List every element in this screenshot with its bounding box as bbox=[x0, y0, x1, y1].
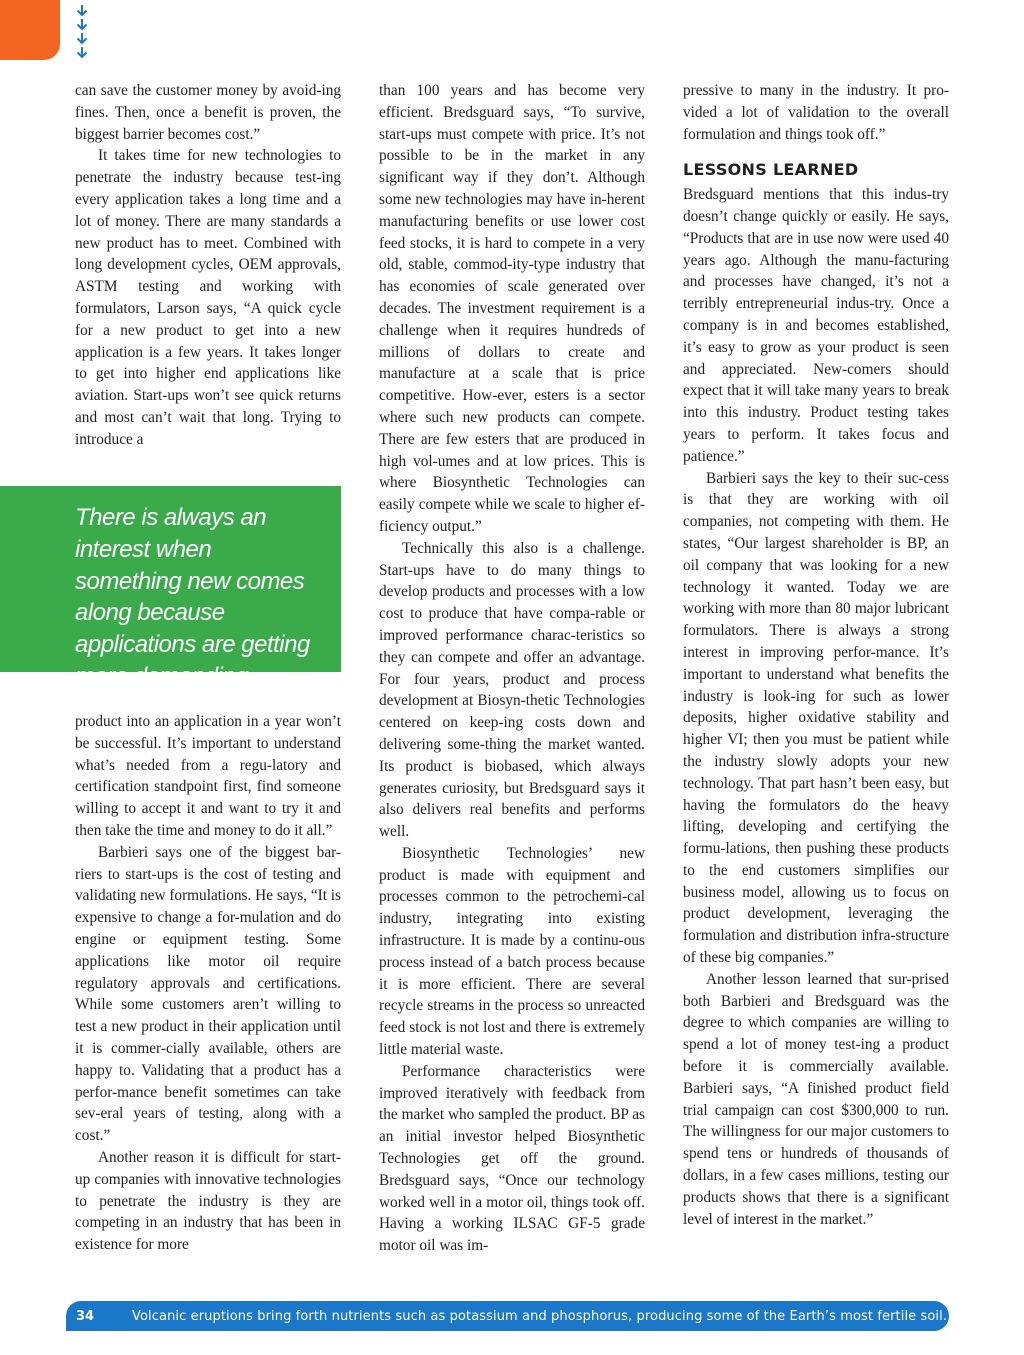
paragraph: Barbieri says one of the biggest bar-riers to start-ups is the cost of testing and validating new formulations. He says, “It is expensive to change a for-mulation and do engine or equipment testing. Some applications like motor oil require regulatory approvals and certifications. While some customers aren’t willing to test a new product in their application until it is commer-cially available, others are happy to. Validating that a product has a perfor-mance benefit sometimes can take sev-eral years of testing, along with a cost.” bbox=[75, 843, 341, 1145]
arrow-down-icon bbox=[76, 4, 88, 17]
pull-quote-box bbox=[0, 486, 341, 690]
paragraph: can save the customer money by avoid-ing fines. Then, once a benefit is proven, the biggest barrier becomes cost.” bbox=[75, 82, 341, 143]
paragraph: pressive to many in the industry. It pro-vided a lot of validation to the overall formulation and things took off.” bbox=[683, 82, 949, 143]
paragraph: Performance characteristics were improved iteratively with feedback from the market who sampled the product. BP as an initial investor helped Biosynthetic Technologies get off the ground. Bredsguard says, “Once our technology worked well in a motor oil, things took off. Having a working ILSAC GF-5 grade motor oil was im- bbox=[379, 1062, 645, 1255]
pull-quote-text: There is always an interest when something new comes along because applications are getting more demanding. bbox=[75, 504, 310, 690]
page-number: 34 bbox=[76, 1308, 95, 1324]
paragraph: Another reason it is difficult for start-up companies with innovative technologies to penetrate the industry is they are competing in an industry that has been in existence for more bbox=[75, 1148, 341, 1254]
footer-bar bbox=[66, 1301, 949, 1331]
paragraph: than 100 years and has become very efficient. Bredsguard says, “To survive, start-ups must compete with price. It’s not possible to be in the market in any significant way if they don’t. Although some new technologies may have in-herent manufacturing benefits or use lower cost feed stocks, it is hard to compete in a very old, stable, commod-ity-type industry that has economies of scale generated over decades. The investment requirement is a challenge when it requires hundreds of millions of dollars to create and manufacture at a scale that is price competitive. How-ever, esters is a sector where such new products can compete. There are few esters that are produced in high vol-umes and at low prices. This is where Biosynthetic Technologies can easily compete while we scale to higher ef-ficiency output.” bbox=[379, 82, 645, 535]
paragraph: Technically this also is a challenge. Start-ups have to do many things to develop products and processes with a low cost to produce that have compa-rable or improved performance charac-teristics so they can compete and offer an advantage. For four years, product and process development at Biosyn-thetic Technologies centered on keep-ing costs down and delivering some-thing the market wanted. Its product is biobased, which always generates curiosity, but Bredsguard says it also delivers real benefits and performs well. bbox=[379, 539, 645, 841]
section-heading: LESSONS LEARNED bbox=[683, 160, 859, 180]
footer-fact: Volcanic eruptions bring forth nutrients such as potassium and phosphorus, producing some of the Earth’s most fertile soil. bbox=[132, 1308, 948, 1324]
paragraph: Biosynthetic Technologies’ new product is made with equipment and processes common to the petrochemi-cal industry, integrating into existing infrastructure. It is made by a continu-ous process instead of a batch process because it is more efficient. There are several recycle streams in the process so unreacted feed stock is not lost and there is extremely little material waste. bbox=[379, 844, 645, 1059]
column-3 bbox=[683, 80, 949, 1230]
corner-tab bbox=[0, 0, 60, 60]
paragraph: Barbieri says the key to their suc-cess is that they are working with oil companies, not competing with them. He states, “Our largest shareholder is BP, an oil company that was looking for a new technology it wanted. Today we are working with more than 80 major lubricant formulators. There is always a strong interest in improving perfor-mance. It’s important to understand what benefits the industry is look-ing for such as lower deposits, higher oxidative stability and higher VI; then you must be patient while the industry slowly adopts your new technology. That part hasn’t been easy, but having the formulators do the heavy lifting, developing and certifying the formu-lations, then pushing these products to the end customers simplifies our business model, allowing us to focus on product development, leveraging the formulation and distribution infra-structure of these big companies.” bbox=[683, 469, 949, 967]
arrow-down-icon bbox=[76, 32, 88, 45]
paragraph: It takes time for new technologies to penetrate the industry because test-ing every application takes a long time and a lot of money. There are many standards a new product has to meet. Combined with long development cycles, OEM approvals, ASTM testing and working with formulators, Larson says, “A quick cycle for a new product to get into a new application is a few years. It takes longer to get into higher end applications like aviation. Start-ups won’t see quick returns and most can’t wait that long. Trying to introduce a bbox=[75, 147, 341, 448]
column-2 bbox=[379, 80, 645, 1257]
arrow-stack bbox=[72, 4, 92, 60]
arrow-down-icon bbox=[76, 46, 88, 59]
paragraph: Bredsguard mentions that this indus-try doesn’t change quickly or easily. He says, “Products that are in use now were used 40 years ago. Although the manu-facturing and processes have changed, it’s not a terribly entrepreneurial indus-try. Once a company is in and becomes established, it’s easy to grow as your product is seen and appreciated. New-comers should expect that it will take many years to break into this industry. Product testing takes years to perform. It takes focus and patience.” bbox=[683, 186, 949, 465]
column-1-bottom bbox=[75, 711, 341, 1256]
column-1-top bbox=[75, 80, 341, 451]
paragraph: product into an application in a year won’t be successful. It’s important to understand what’s needed from a regu-latory and certification standpoint first, find someone willing to accept it and want to try it and then take the time and money to do it all.” bbox=[75, 713, 341, 839]
paragraph: Another lesson learned that sur-prised both Barbieri and Bredsguard was the degree to which companies are willing to spend a lot of money test-ing a product before it is commercially available. Barbieri says, “A finished product field trial campaign can cost $300,000 to run. The willingness for our major customers to spend tens or hundreds of thousands of dollars, in a few cases millions, testing our products shows that there is a significant level of interest in the market.” bbox=[683, 970, 949, 1228]
arrow-down-icon bbox=[76, 18, 88, 31]
